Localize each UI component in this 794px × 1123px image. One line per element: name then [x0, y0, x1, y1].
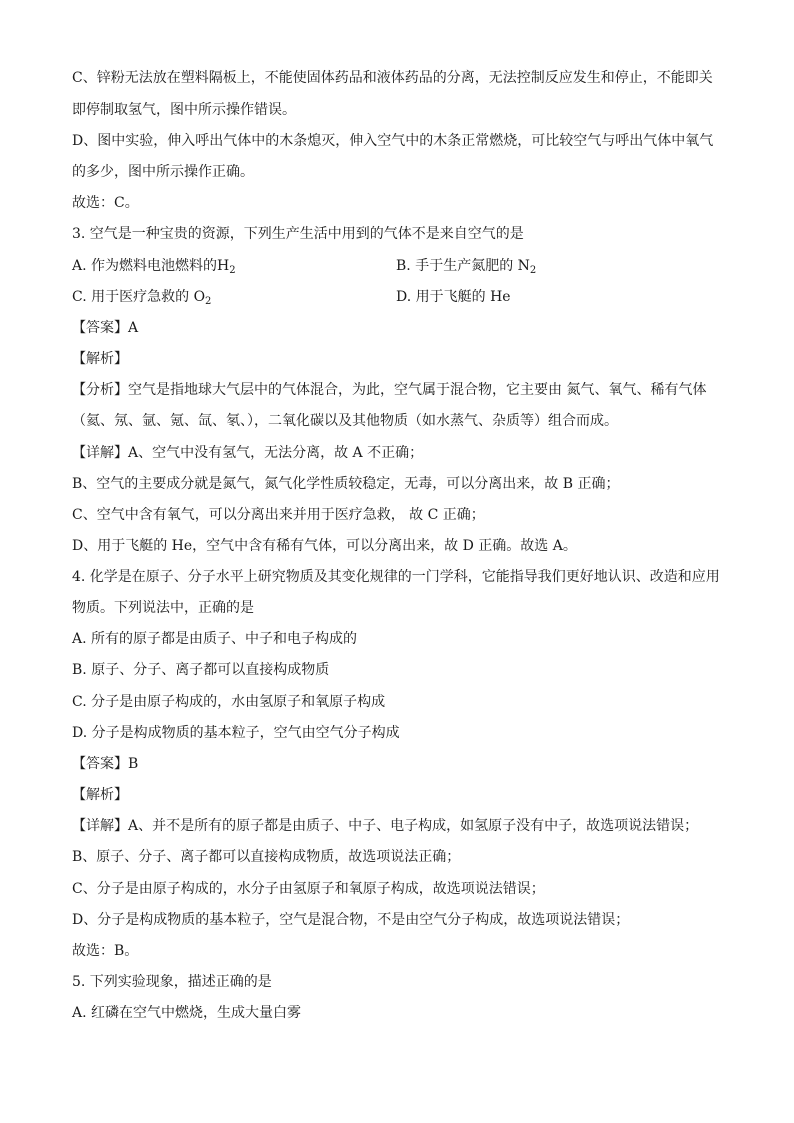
q3-option-b: B. 手于生产氮肥的 $N_2$	[396, 258, 537, 276]
text-line: D、用于飞艇的 He，空气中含有稀有气体，可以分离出来，故 D 正确。故选 A。	[72, 538, 577, 554]
text-line: C、锌粉无法放在塑料隔板上，不能使固体药品和液体药品的分离，无法控制反应发生和停止，不能即关	[72, 70, 713, 86]
text-line: 故选：C。	[72, 195, 139, 211]
q5-option-a: A. 红磷在空气中燃烧，生成大量白雾	[72, 1005, 302, 1021]
text-line: 故选：B。	[72, 943, 139, 959]
q3-option-a: A. 作为燃料电池燃料的$H_2$	[72, 258, 236, 276]
text-line: 【分析】空气是指地球大气层中的气体混合，为此，空气属于混合物，它主要由 氮气、氧气、稀有气体	[72, 382, 707, 398]
question-5: 5. 下列实验现象，描述正确的是	[72, 974, 272, 990]
q3-option-c: C. 用于医疗急救的 $O_2$	[72, 289, 212, 307]
text-line: D、分子是构成物质的基本粒子，空气是混合物，不是由空气分子构成，故选项说法错误；	[72, 912, 630, 928]
text-line: C、空气中含有氧气，可以分离出来并用于医疗急救， 故 C 正确；	[72, 507, 485, 523]
text-line: D、图中实验，伸入呼出气体中的木条熄灭，伸入空气中的木条正常燃烧，可比较空气与呼出气体中氧气	[72, 133, 714, 149]
question-3: 3. 空气是一种宝贵的资源，下列生产生活中用到的气体不是来自空气的是	[72, 226, 524, 242]
question-4: 4. 化学是在原子、分子水平上研究物质及其变化规律的一门学科，它能指导我们更好地认识、改造和应用	[72, 569, 720, 585]
q3-option-d: D. 用于飞艇的 He	[396, 289, 511, 305]
q4-option-b: B. 原子、分子、离子都可以直接构成物质	[72, 662, 330, 678]
text-line: B、空气的主要成分就是氮气，氮气化学性质较稳定，无毒，可以分离出来，故 B 正确；	[72, 476, 620, 492]
text-line: 即停制取氢气，图中所示操作错误。	[72, 102, 296, 118]
text-line: 的多少，图中所示操作正确。	[72, 164, 254, 180]
q4-option-a: A. 所有的原子都是由质子、中子和电子构成的	[72, 631, 358, 647]
q4-option-c: C. 分子是由原子构成的，水由氢原子和氧原子构成	[72, 694, 386, 710]
q4-analysis-heading: 【解析】	[72, 787, 128, 803]
text-line: 【详解】A、空气中没有氢气，无法分离，故 A 不正确；	[72, 445, 424, 461]
q4-answer: 【答案】B	[72, 756, 139, 772]
q3-answer: 【答案】A	[72, 320, 139, 336]
q4-option-d: D. 分子是构成物质的基本粒子，空气由空气分子构成	[72, 725, 400, 741]
text-line: C、分子是由原子构成的，水分子由氢原子和氧原子构成，故选项说法错误；	[72, 881, 545, 897]
text-line: （氦、氖、氩、氪、氙、氡、），二氧化碳以及其他物质（如水蒸气、杂质等）组合而成。	[72, 413, 618, 429]
text-line: B、原子、分子、离子都可以直接构成物质，故选项说法正确；	[72, 849, 461, 865]
q3-analysis-heading: 【解析】	[72, 351, 128, 367]
text-line: 【详解】A、并不是所有的原子都是由质子、中子、电子构成，如氢原子没有中子，故选项说法错误；	[72, 818, 699, 834]
text-line: 物质。下列说法中，正确的是	[72, 600, 254, 616]
